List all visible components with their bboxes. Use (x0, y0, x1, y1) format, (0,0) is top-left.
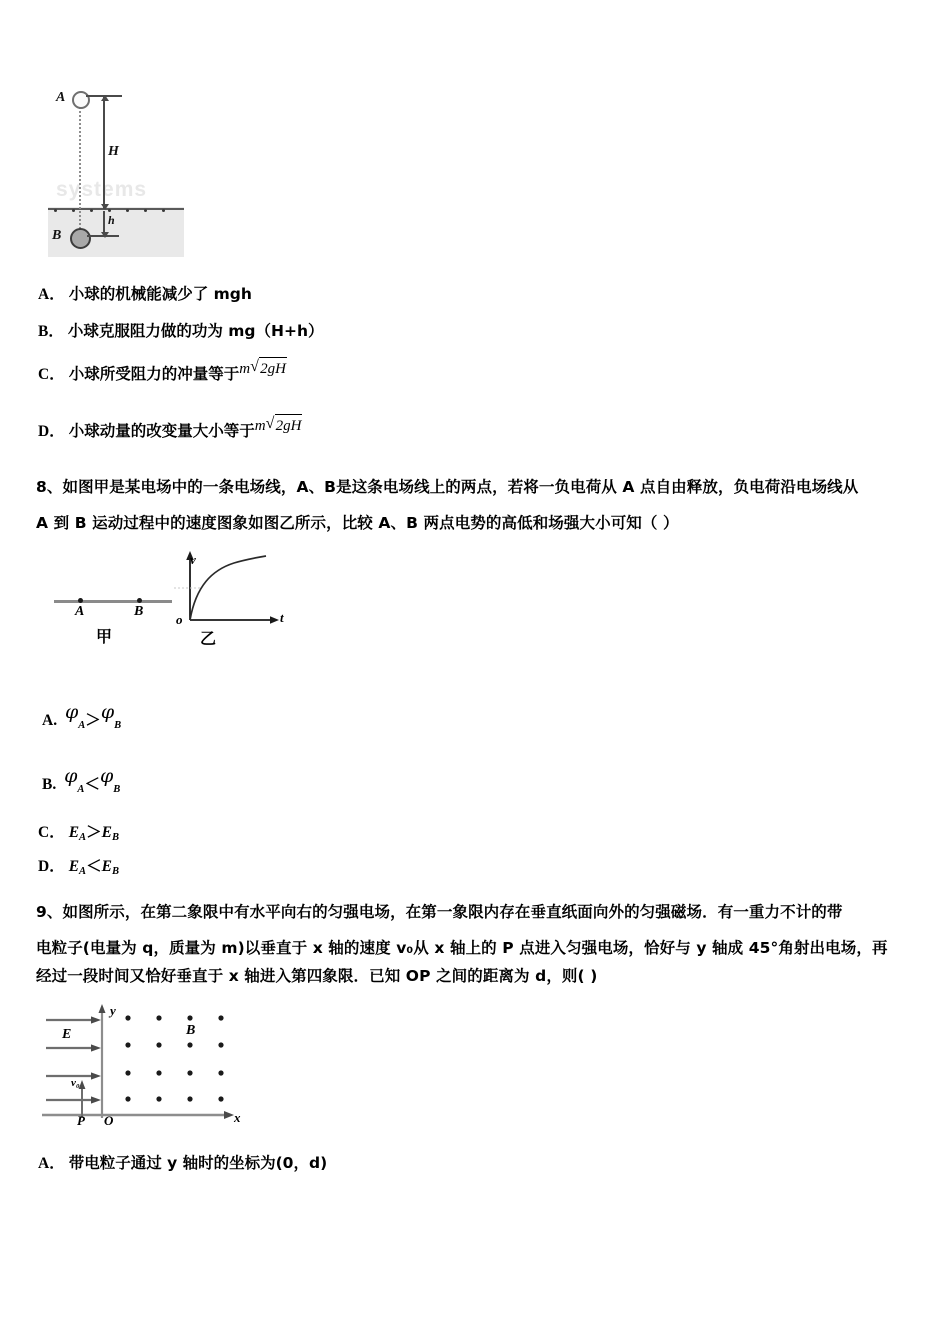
q9-option-a-label: A． (38, 1155, 65, 1172)
quadrant-field-diagram (40, 1000, 270, 1128)
fall-path-dotted-line (79, 104, 81, 248)
q9-stem-line1: 9、如图所示，在第二象限中有水平向右的匀强电场，在第一象限内存在垂直纸面向外的匀强磁场．有一重力不计的带 (36, 903, 843, 921)
sqrt-icon-c (250, 357, 289, 380)
relation-c: ＞ (86, 824, 102, 841)
phi-symbol-a1: φ (64, 701, 79, 723)
depth-h-arrow (103, 211, 105, 237)
point-b-dot (137, 598, 142, 603)
q9-stem-line2: 电粒子(电量为 q，质量为 m)以垂直于 x 轴的速度 v₀从 x 轴上的 P 点进入匀强电场，恰好与 y 轴成 45°角射出电场，再 (36, 939, 888, 957)
relation-a: ＞ (85, 712, 101, 729)
q7-option-c-text: 小球所受阻力的冲量等于 (68, 365, 240, 383)
q7-option-b-text: 小球克服阻力做的功为 mg（H+h） (67, 322, 324, 340)
q7-option-c-label: C． (38, 366, 65, 383)
e-symbol-c1: E (68, 824, 80, 841)
point-a-label: A (75, 604, 85, 619)
label-h-height: H (108, 144, 119, 159)
ball-b-support-line (87, 235, 119, 237)
e-symbol-d1: E (68, 858, 80, 875)
q8-option-c (38, 822, 119, 849)
e-symbol-c2: E (101, 824, 112, 841)
label-b-field: B (186, 1023, 196, 1038)
q8-option-d (38, 856, 119, 883)
q7-option-c (38, 363, 289, 386)
phi-symbol-b2: φ (99, 765, 114, 787)
phi-sub-b1: A (77, 783, 85, 795)
q7-option-c-formula (239, 361, 289, 377)
label-h-depth: h (108, 213, 115, 227)
caption-yi: 乙 (200, 629, 217, 648)
q8-option-a (42, 701, 122, 737)
q9-stem-line3: 经过一段时间又恰好垂直于 x 轴进入第四象限．已知 OP 之间的距离为 d，则( ) (36, 967, 598, 985)
field-line-and-vt-graph (48, 548, 288, 660)
label-axis-x: x (234, 1110, 241, 1125)
q8-option-b-label: B. (42, 776, 57, 793)
e-sub-d1: A (79, 865, 87, 877)
ground-shaded-region (48, 207, 184, 257)
quadrant-field-svg (40, 1000, 270, 1125)
caption-jia: 甲 (96, 627, 113, 646)
q7-option-a (38, 283, 252, 306)
q7-option-d-label: D． (38, 423, 65, 440)
label-origin-o: O (104, 1113, 114, 1128)
q8-option-a-label: A. (42, 712, 58, 729)
q7-option-b (38, 320, 323, 343)
relation-b: ＜ (84, 776, 100, 793)
q8-stem-line1: 8、如图甲是某电场中的一条电场线，A、B是这条电场线上的两点，若将一负电荷从 A 点自由释放，负电荷沿电场线从 (36, 478, 859, 496)
q7-option-d-formula (255, 418, 305, 434)
q9-option-a-text: 带电粒子通过 y 轴时的坐标为(0，d) (68, 1154, 328, 1172)
e-sub-c2: B (111, 831, 119, 843)
phi-sub-b2: B (113, 783, 121, 795)
point-b-label: B (134, 604, 144, 619)
q8-option-c-label: C． (38, 824, 65, 841)
vt-axis-t-label: t (280, 610, 284, 625)
q8-stem-line2: A 到 B 运动过程中的速度图象如图乙所示，比较 A、B 两点电势的高低和场强大小可知（ ） (36, 514, 679, 532)
q7-option-d-text: 小球动量的改变量大小等于 (68, 422, 255, 440)
phi-symbol-a2: φ (100, 701, 115, 723)
label-point-p: P (77, 1113, 85, 1128)
label-v0: v₀ (71, 1077, 80, 1089)
ball-b-circle (70, 228, 91, 249)
q8-option-b (42, 765, 121, 801)
label-b: B (52, 228, 62, 243)
q9-option-a (38, 1152, 327, 1175)
height-H-arrow (103, 96, 105, 209)
phi-sub-a1: A (78, 719, 86, 731)
q7-option-c-radicand: 2gH (259, 357, 287, 380)
vt-axis-v-label: v (190, 552, 196, 567)
sqrt-icon-d (266, 414, 305, 437)
formula-d-lead: m (254, 418, 266, 434)
e-sub-d2: B (111, 865, 119, 877)
q7-option-a-label: A． (38, 286, 65, 303)
phi-symbol-b1: φ (64, 765, 78, 787)
formula-c-lead: m (239, 361, 251, 377)
ball-falling-diagram (48, 62, 198, 262)
q8-option-d-label: D． (38, 858, 65, 875)
ball-a-circle (72, 91, 90, 109)
point-a-dot (78, 598, 83, 603)
phi-sub-a2: B (114, 719, 122, 731)
electric-field-line (54, 600, 172, 603)
e-sub-c1: A (79, 831, 87, 843)
q7-option-d (38, 420, 304, 443)
watermark-text: systems (56, 178, 148, 201)
q7-option-a-text: 小球的机械能减少了 mgh (68, 285, 252, 303)
label-a: A (56, 90, 66, 105)
vt-origin-label: o (176, 612, 183, 627)
label-e-field: E (62, 1027, 72, 1042)
q7-option-d-radicand: 2gH (275, 414, 303, 437)
vt-graph-svg (168, 548, 288, 658)
q7-option-b-label: B． (38, 323, 64, 340)
ground-surface-line (48, 208, 184, 210)
relation-d: ＜ (86, 858, 102, 875)
label-axis-y: y (110, 1003, 116, 1018)
e-symbol-d2: E (101, 858, 112, 875)
